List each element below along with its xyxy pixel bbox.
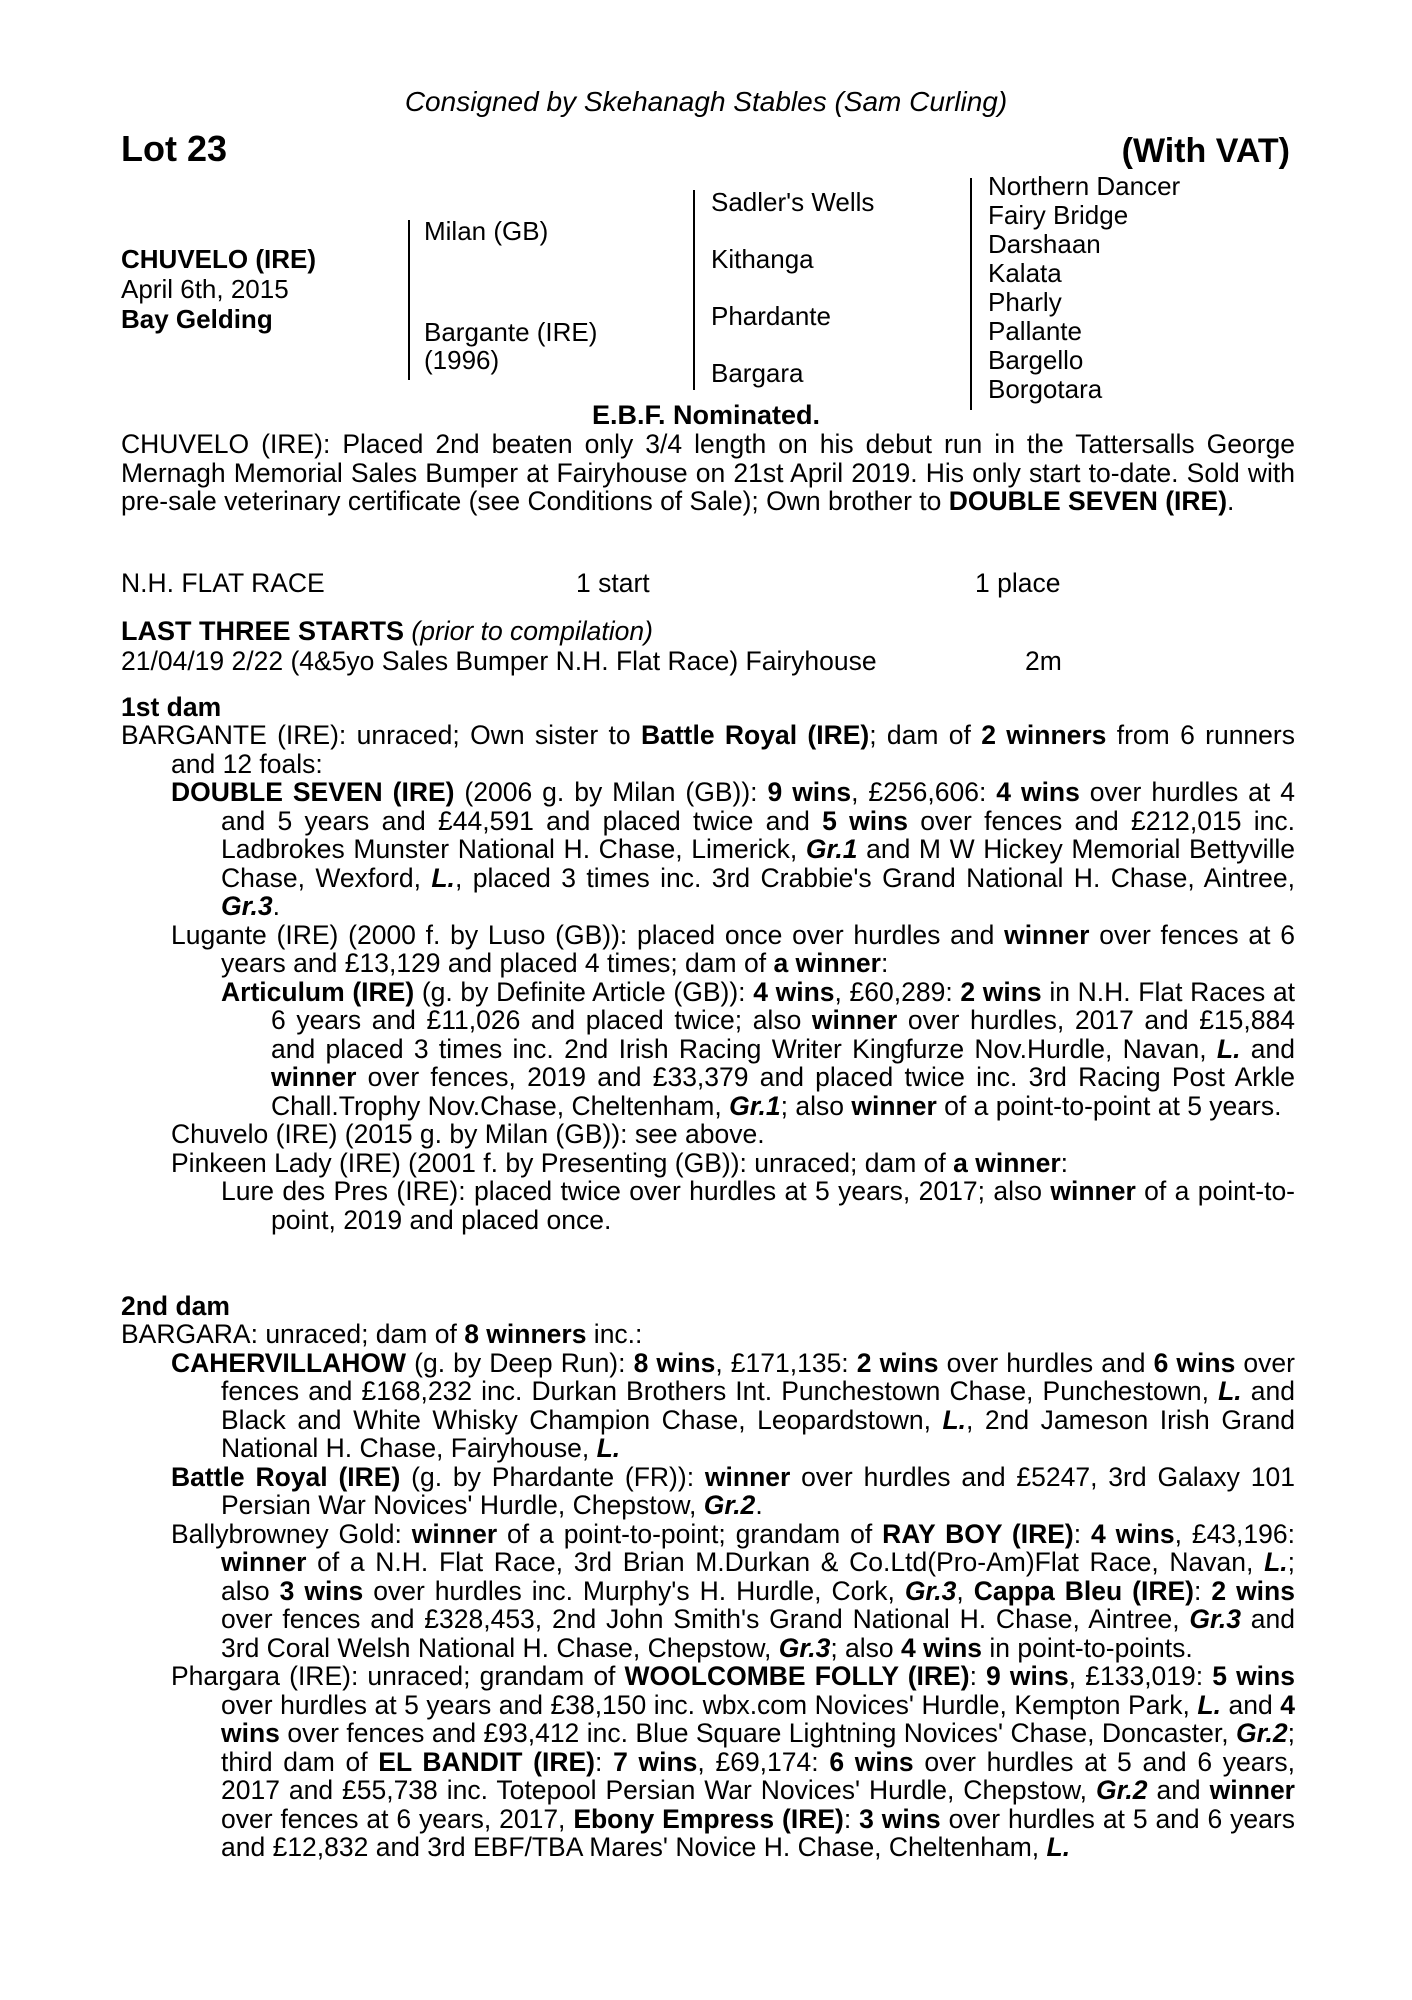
progeny-articulum: Articulum (IRE) (g. by Definite Article (GB)): 4 wins, £60,289: 2 wins in N.H. Flat Races at 6 years and £11,026 and placed twice; also winner over hurdles, 2017 and £15,884 and placed 3 times inc. 2nd Irish Racing Writer Kingfurze Nov.Hurdle, Navan, L. and winner over fences, 2019 and £33,379 and placed twice inc. 3rd Racing Post Arkle Chall.Trophy Nov.Chase, Cheltenham, Gr.1; also winner of a point-to-point at 5 years. <box>221 976 1295 1121</box>
pedigree-gen3-1: Northern Dancer <box>988 171 1181 201</box>
progeny-phargara: Phargara (IRE): unraced; grandam of WOOLCOMBE FOLLY (IRE): 9 wins, £133,019: 5 wins over hurdles at 5 years and £38,150 inc. wbx.com Novices' Hurdle, Kempton Park, L. and 4 wins over fences and £93,412 inc. Blue Square Lightning Novices' Chase, Doncaster, Gr.2; third dam of EL BANDIT (IRE): 7 wins, £69,174: 6 wins over hurdles at 5 and 6 years, 2017 and £55,738 inc. Totepool Persian War Novices' Hurdle, Chepstow, Gr.2 and winner over fences at 6 years, 2017, Ebony Empress (IRE): 3 wins over hurdles at 5 and 6 years and £12,832 and 3rd EBF/TBA Mares' Novice H. Chase, Cheltenham, L. <box>171 1661 1295 1862</box>
pedigree-gen2-2: Kithanga <box>711 244 814 274</box>
second-dam-heading: 2nd dam <box>121 1291 230 1321</box>
pedigree-dam: Bargante (IRE) <box>424 317 598 347</box>
intro-paragraph: CHUVELO (IRE): Placed 2nd beaten only 3/4 length on his debut run in the Tattersalls George Mernagh Memorial Sales Bumper at Fairyhouse on 21st April 2019. His only start to-date. Sold with pre-sale veterinary certificate (see Conditions of Sale); Own brother to DOUBLE SEVEN (IRE). <box>121 429 1295 516</box>
second-dam-entry: BARGARA: unraced; dam of 8 winners inc.: <box>121 1319 643 1349</box>
first-dam-heading: 1st dam <box>121 692 222 722</box>
horse-name: CHUVELO (IRE) <box>121 244 316 274</box>
pedigree-gen3-5: Pharly <box>988 287 1062 317</box>
pedigree-gen3-4: Kalata <box>988 258 1062 288</box>
progeny-pinkeen-lady: Pinkeen Lady (IRE) (2001 f. by Presenting (GB)): unraced; dam of a winner: <box>171 1147 1069 1178</box>
record-places: 1 place <box>975 568 1061 598</box>
pedigree-gen3-8: Borgotara <box>988 374 1103 404</box>
pedigree-gen3-6: Pallante <box>988 316 1082 346</box>
pedigree-line-2 <box>693 190 695 390</box>
progeny-double-seven: DOUBLE SEVEN (IRE) (2006 g. by Milan (GB)): 9 wins, £256,606: 4 wins over hurdles at 4 and 5 years and £44,591 and placed twice and 5 wins over fences and £212,015 inc. Ladbrokes Munster National H. Chase, Limerick, Gr.1 and M W Hickey Memorial Bettyville Chase, Wexford, L., placed 3 times inc. 3rd Crabbie's Grand National H. Chase, Aintree, Gr.3. <box>171 777 1295 921</box>
pedigree-gen3-2: Fairy Bridge <box>988 200 1129 230</box>
record-starts: 1 start <box>576 568 650 598</box>
progeny-lugante: Lugante (IRE) (2000 f. by Luso (GB)): placed once over hurdles and winner over fences at 6 years and £13,129 and placed 4 times; dam of a winner: <box>171 919 1295 978</box>
pedigree-sire: Milan (GB) <box>424 216 549 246</box>
pedigree-gen3-3: Darshaan <box>988 229 1101 259</box>
first-dam-entry: BARGANTE (IRE): unraced; Own sister to Battle Royal (IRE); dam of 2 winners from 6 runners and 12 foals: <box>121 720 1295 779</box>
pedigree-gen2-4: Bargara <box>711 358 804 388</box>
horse-description: Bay Gelding <box>121 304 273 334</box>
record-type: N.H. FLAT RACE <box>121 568 325 598</box>
last-three-race: 21/04/19 2/22 (4&5yo Sales Bumper N.H. Flat Race) Fairyhouse <box>121 646 877 676</box>
vat-label: (With VAT) <box>1121 132 1290 170</box>
second-dam-section <box>121 1320 1295 1862</box>
horse-foaled: April 6th, 2015 <box>121 274 289 304</box>
progeny-chuvelo: Chuvelo (IRE) (2015 g. by Milan (GB)): see above. <box>171 1119 765 1149</box>
last-three-distance: 2m <box>1025 646 1062 676</box>
progeny-lure-des-pres: Lure des Pres (IRE): placed twice over hurdles at 5 years, 2017; also winner of a point-to-point, 2019 and placed once. <box>221 1176 1296 1235</box>
progeny-cahervillahow: CAHERVILLAHOW (g. by Deep Run): 8 wins, £171,135: 2 wins over hurdles and 6 wins over fences and £168,232 inc. Durkan Brothers Int. Punchestown Chase, Punchestown, L. and Black and White Whisky Champion Chase, Leopardstown, L., 2nd Jameson Irish Grand National H. Chase, Fairyhouse, L. <box>171 1347 1295 1463</box>
progeny-ballybrowney-gold: Ballybrowney Gold: winner of a point-to-point; grandam of RAY BOY (IRE): 4 wins, £43,196: winner of a N.H. Flat Race, 3rd Brian M.Durkan & Co.Ltd(Pro-Am)Flat Race, Navan, L.; also 3 wins over hurdles inc. Murphy's H. Hurdle, Cork, Gr.3, Cappa Bleu (IRE): 2 wins over fences and £328,453, 2nd John Smith's Grand National H. Chase, Aintree, Gr.3 and 3rd Coral Welsh National H. Chase, Chepstow, Gr.3; also 4 wins in point-to-points. <box>171 1518 1295 1663</box>
pedigree-gen3-7: Bargello <box>988 345 1084 375</box>
pedigree-line-3 <box>970 178 972 410</box>
first-dam-section <box>121 721 1295 1234</box>
pedigree-gen2-3: Phardante <box>711 301 831 331</box>
pedigree-line-1 <box>408 220 410 380</box>
consignor-line: Consigned by Skehanagh Stables (Sam Curling) <box>404 86 1008 117</box>
last-three-heading: LAST THREE STARTS (prior to compilation) <box>121 616 653 646</box>
pedigree-gen2-1: Sadler's Wells <box>711 187 875 217</box>
lot-number: Lot 23 <box>121 128 228 169</box>
pedigree-dam-year: (1996) <box>424 345 500 375</box>
ebf-nominated: E.B.F. Nominated. <box>591 400 821 430</box>
progeny-battle-royal: Battle Royal (IRE) (g. by Phardante (FR)): winner over hurdles and £5247, 3rd Galaxy 101 Persian War Novices' Hurdle, Chepstow, Gr.2. <box>171 1461 1295 1520</box>
